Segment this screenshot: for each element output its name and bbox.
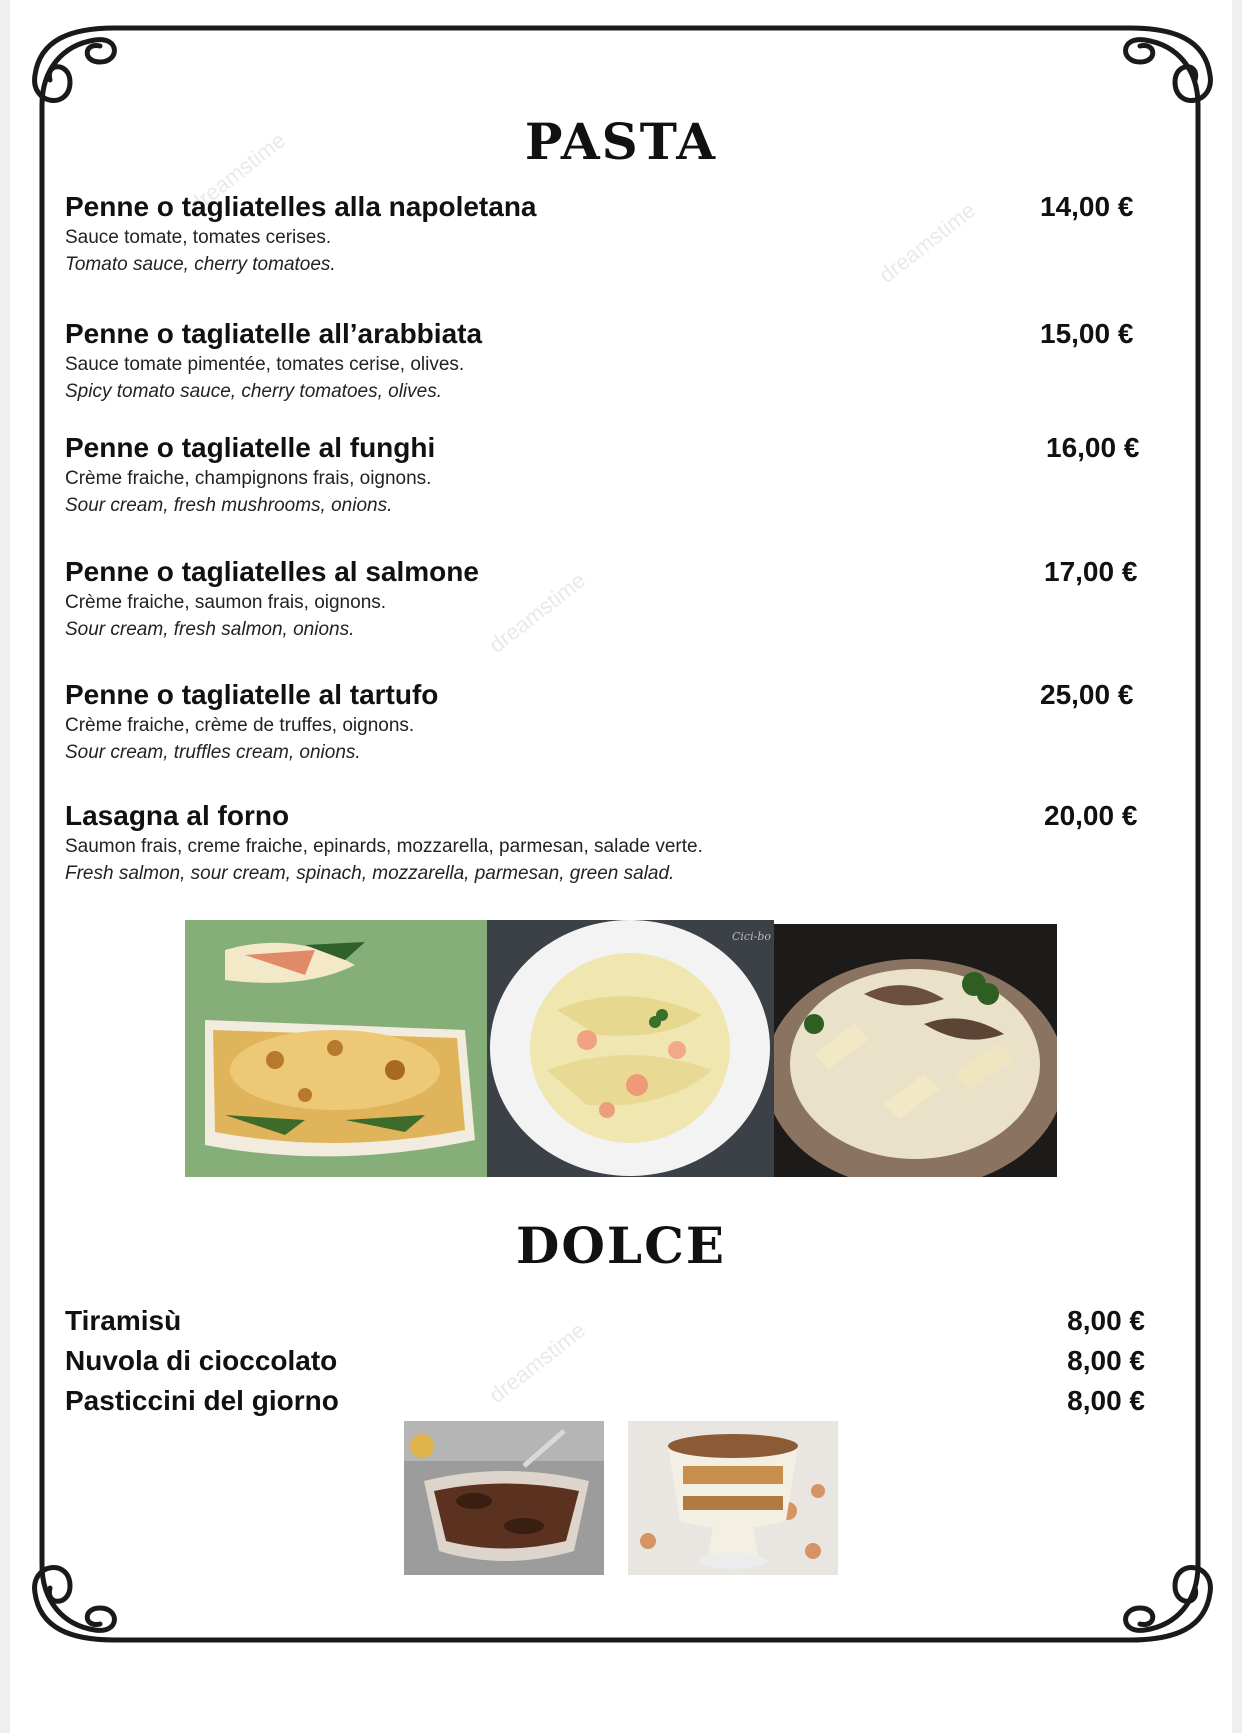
item-description-fr: Saumon frais, creme fraiche, epinards, mozzarella, parmesan, salade verte. <box>65 836 703 857</box>
item-name: Penne o tagliatelles alla napoletana <box>65 191 537 222</box>
tiramisu-photo <box>628 1421 838 1575</box>
menu-item <box>65 678 1145 766</box>
item-description-en: Tomato sauce, cherry tomatoes. <box>65 254 336 275</box>
lasagna-photo <box>185 920 487 1177</box>
menu-item <box>65 190 1145 278</box>
watermark: dreamstime <box>184 127 291 218</box>
item-price: 15,00 € <box>1040 318 1134 349</box>
chocolate-mousse-photo <box>404 1421 604 1575</box>
item-description-fr: Sauce tomate pimentée, tomates cerise, olives. <box>65 354 465 375</box>
item-description-en: Sour cream, fresh salmon, onions. <box>65 619 355 640</box>
dessert-price: 8,00 € <box>1067 1385 1145 1416</box>
item-description-en: Sour cream, truffles cream, onions. <box>65 742 361 763</box>
item-description-fr: Sauce tomate, tomates cerises. <box>65 227 332 248</box>
item-price: 16,00 € <box>1046 432 1140 463</box>
item-name: Penne o tagliatelle all’arabbiata <box>65 318 483 349</box>
item-name: Penne o tagliatelle al tartufo <box>65 679 439 710</box>
item-name: Penne o tagliatelle al funghi <box>65 432 436 463</box>
dessert-name: Nuvola di cioccolato <box>65 1345 338 1376</box>
item-description-en: Sour cream, fresh mushrooms, onions. <box>65 495 393 516</box>
item-description-fr: Crème fraiche, crème de truffes, oignons. <box>65 715 415 736</box>
watermark: dreamstime <box>484 1317 591 1408</box>
item-description-en: Fresh salmon, sour cream, spinach, mozzarella, parmesan, green salad. <box>65 863 675 884</box>
item-price: 25,00 € <box>1040 679 1134 710</box>
penne-funghi-photo <box>774 924 1057 1177</box>
tagliatelle-salmon-photo <box>487 920 774 1177</box>
dessert-row <box>65 1341 1145 1381</box>
section-title-dolce: DOLCE <box>516 1216 726 1275</box>
dessert-price: 8,00 € <box>1067 1345 1145 1376</box>
dessert-row <box>65 1301 1145 1341</box>
item-description-en: Spicy tomato sauce, cherry tomatoes, olives. <box>65 381 442 402</box>
item-price: 14,00 € <box>1040 191 1134 222</box>
item-name: Lasagna al forno <box>65 800 290 831</box>
photo-caption: Cici-bo <box>732 930 771 943</box>
item-name: Penne o tagliatelles al salmone <box>65 556 479 587</box>
dessert-name: Tiramisù <box>65 1305 182 1336</box>
menu-item <box>65 799 1145 887</box>
item-price: 17,00 € <box>1044 556 1138 587</box>
watermark: dreamstime <box>484 567 591 658</box>
section-title-pasta: PASTA <box>524 112 718 171</box>
item-price: 20,00 € <box>1044 800 1138 831</box>
watermark: dreamstime <box>874 197 981 288</box>
menu-item <box>65 431 1145 519</box>
item-description-fr: Crème fraiche, saumon frais, oignons. <box>65 592 387 613</box>
menu-item <box>65 317 1145 405</box>
dessert-price: 8,00 € <box>1067 1305 1145 1336</box>
menu-item <box>65 555 1145 643</box>
item-description-fr: Crème fraiche, champignons frais, oignons. <box>65 468 432 489</box>
dessert-name: Pasticcini del giorno <box>65 1385 339 1416</box>
dessert-row <box>65 1381 1145 1421</box>
